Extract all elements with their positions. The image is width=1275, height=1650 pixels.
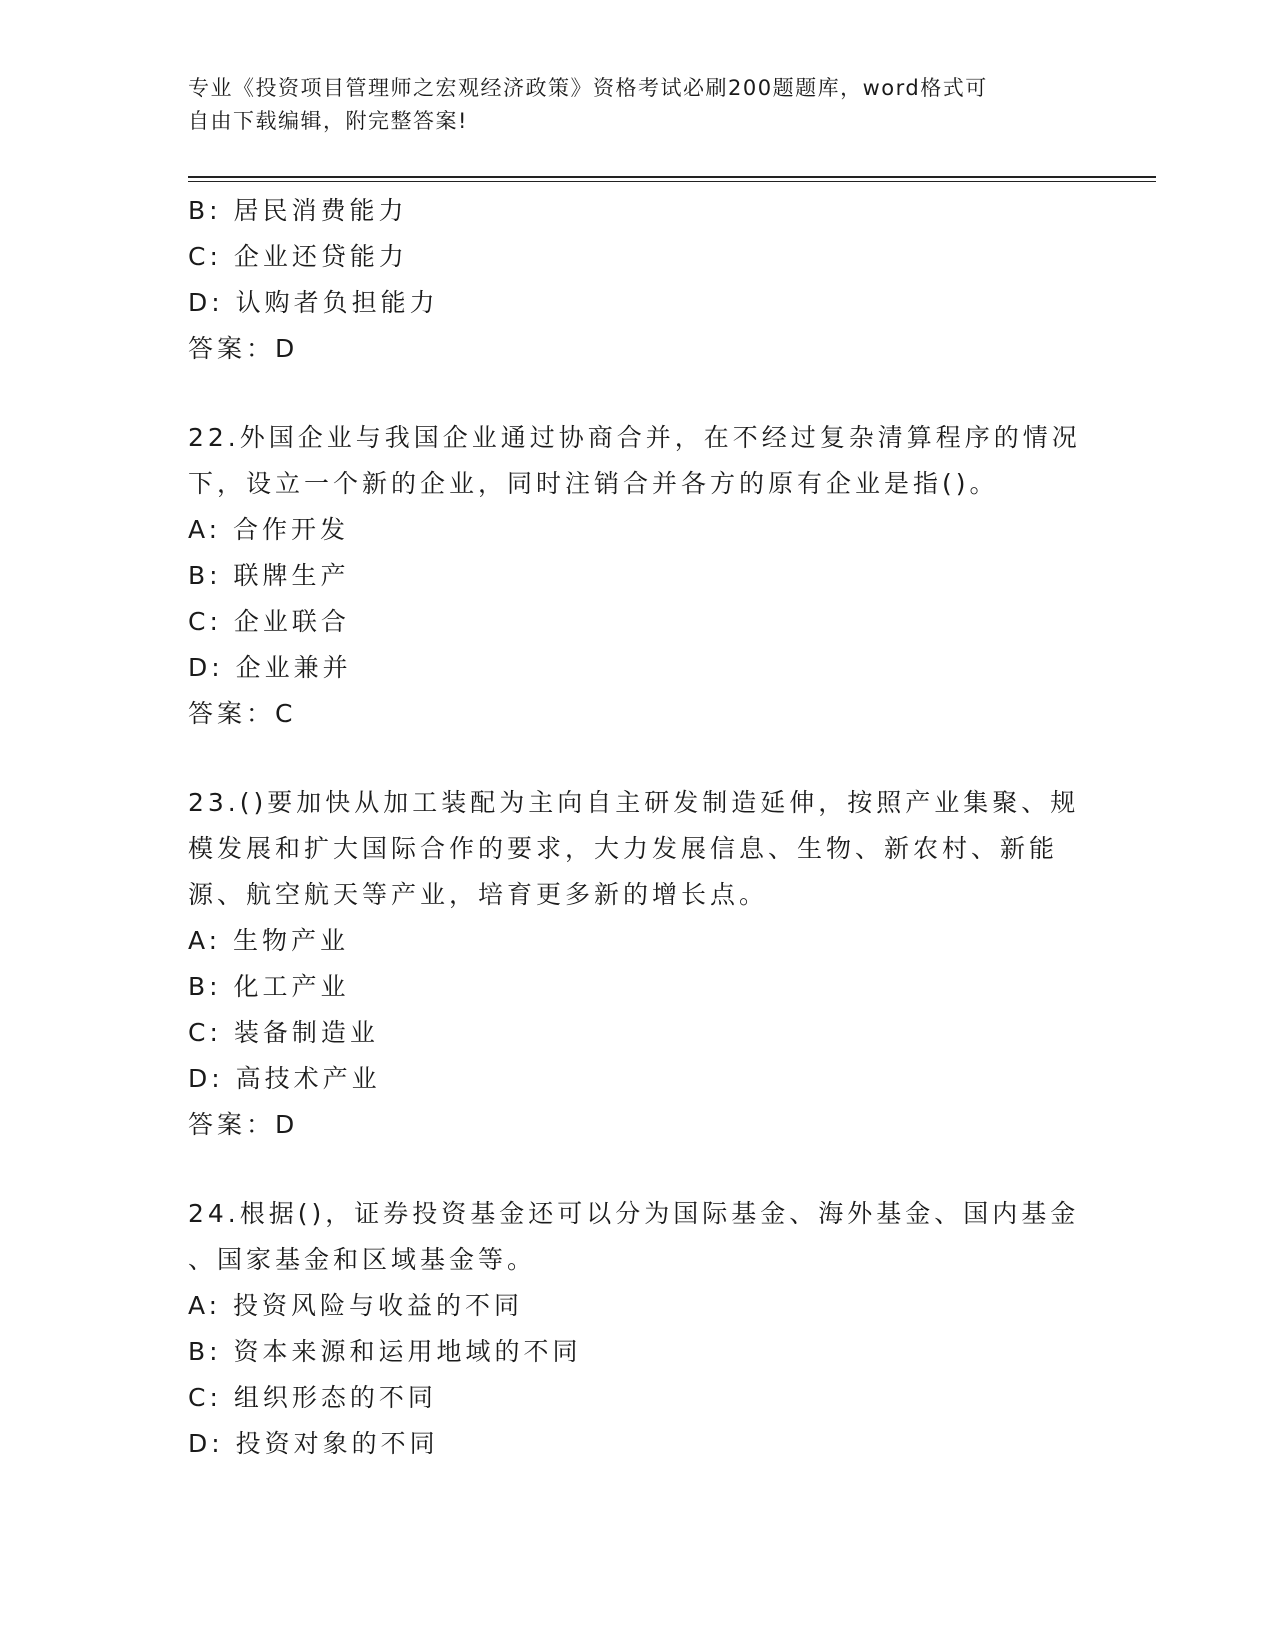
answer: 答案：D [188,334,299,363]
option-b: B: 联牌生产 [188,561,350,590]
option-b: B: 化工产业 [188,972,350,1001]
question-stem-line: 模发展和扩大国际合作的要求，大力发展信息、生物、新农村、新能 [188,834,1059,863]
option-a: A: 生物产业 [188,926,350,955]
question-stem-line: 源、航空航天等产业，培育更多新的增长点。 [188,880,769,909]
question-list [188,188,1088,1467]
option-c: C: 企业还贷能力 [188,242,408,271]
option-a: A: 合作开发 [188,515,350,544]
option-c: C: 组织形态的不同 [188,1383,437,1412]
answer: 答案：D [188,1110,299,1139]
header-line-1: 专业《投资项目管理师之宏观经济政策》资格考试必刷200题题库，word格式可 [188,76,988,100]
question-stem-line: 、国家基金和区域基金等。 [188,1245,537,1274]
option-b: B: 居民消费能力 [188,196,408,225]
document-header [188,72,1088,138]
option-c: C: 企业联合 [188,607,350,636]
header-divider-thick [188,176,1156,178]
question-21-continued [188,188,1088,372]
question-24 [188,1191,1088,1467]
option-d: D: 认购者负担能力 [188,288,439,317]
question-23 [188,780,1088,1148]
option-d: D: 企业兼并 [188,653,352,682]
option-a: A: 投资风险与收益的不同 [188,1291,524,1320]
option-d: D: 高技术产业 [188,1064,381,1093]
header-divider-thin [188,181,1156,182]
option-b: B: 资本来源和运用地域的不同 [188,1337,582,1366]
answer: 答案：C [188,699,297,728]
question-22 [188,415,1088,737]
question-stem-line: 23.()要加快从加工装配为主向自主研发制造延伸，按照产业集聚、规 [188,788,1080,817]
question-stem-line: 下，设立一个新的企业，同时注销合并各方的原有企业是指()。 [188,469,999,498]
question-stem-line: 24.根据()，证券投资基金还可以分为国际基金、海外基金、国内基金 [188,1199,1080,1228]
option-c: C: 装备制造业 [188,1018,379,1047]
header-line-2: 自由下载编辑，附完整答案! [188,109,468,133]
question-stem-line: 22.外国企业与我国企业通过协商合并，在不经过复杂清算程序的情况 [188,423,1081,452]
option-d: D: 投资对象的不同 [188,1429,439,1458]
